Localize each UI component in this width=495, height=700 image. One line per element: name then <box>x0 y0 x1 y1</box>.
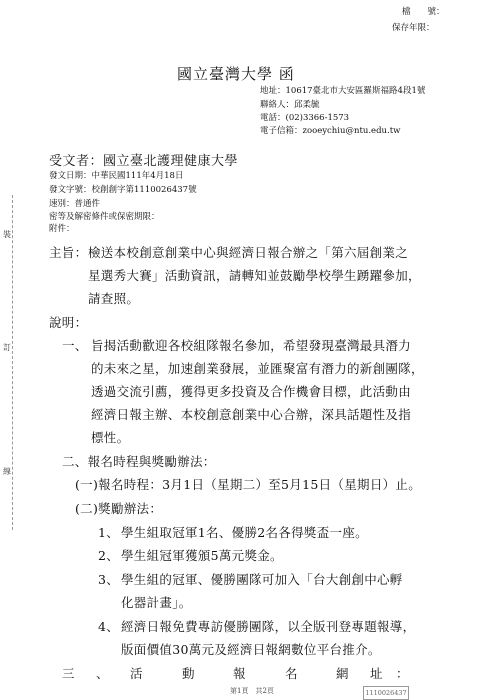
issue-date: 發文日期：中華民國111年4月18日 <box>49 171 184 181</box>
award-line: 化器計畫」。 <box>121 595 192 610</box>
file-number-label: 檔 號： <box>402 7 445 17</box>
item2-awards-heading: (二)獎勵辦法： <box>75 501 163 516</box>
contact-person: 聯絡人：邱柔毓 <box>260 100 320 110</box>
item1-line: 經濟日報主辦、本校創意創業中心合辦，深具話題性及指 <box>91 407 412 422</box>
item1-marker: 一、 <box>62 338 88 353</box>
award-number: 1、 <box>98 525 120 540</box>
phone: 電話：(02)3366-1573 <box>260 113 350 123</box>
subject-line: 星選秀大賽」活動資訊，請轉知並鼓勵學校學生踴躍參加， <box>88 268 421 283</box>
document-number: 發文字號：校創創字第1110026437號 <box>49 185 197 195</box>
page-indicator: 第1頁 共2頁 <box>230 687 274 695</box>
item3-char: 報 <box>233 666 246 681</box>
document-code: 1110026437 <box>363 686 409 700</box>
item2-schedule: (一)報名時程：3月1日（星期二）至5月15日（星期日）止。 <box>75 477 422 492</box>
binding-line <box>12 195 13 530</box>
item3-char: 三 <box>62 666 75 681</box>
security-level: 密等及解密條件或保密期限： <box>49 212 160 222</box>
item3-char: 網 <box>336 666 349 681</box>
email: 電子信箱：zooeychiu@ntu.edu.tw <box>260 126 401 136</box>
subject-line: 請查照。 <box>88 291 140 306</box>
award-line: 學生組取冠軍1名、優勝2名各得獎盃一座。 <box>121 525 368 540</box>
recipient: 受文者：國立臺北護理健康大學 <box>49 154 239 169</box>
item3-char: 、 <box>96 666 109 681</box>
item1-line: 透過交流引薦，獲得更多投資及合作機會目標，此活動由 <box>91 384 412 399</box>
award-number: 3、 <box>98 572 120 587</box>
margin-label-staple: 訂 <box>3 343 11 352</box>
item1-line: 標性。 <box>91 430 130 445</box>
award-line: 版面價值30萬元及經濟日報網數位平台推介。 <box>121 642 381 657</box>
award-line: 學生組冠軍獲頒5萬元獎金。 <box>121 548 283 563</box>
org-title: 國立臺灣大學 函 <box>177 65 295 83</box>
item2-heading: 二、報名時程與獎勵辦法： <box>62 454 216 469</box>
address: 地址：10617臺北市大安區羅斯福路4段1號 <box>260 86 426 96</box>
item3-char: 名 <box>285 666 298 681</box>
retention-label: 保存年限： <box>392 23 435 33</box>
attachment: 附件： <box>49 224 75 234</box>
item3-char: ： <box>396 666 409 681</box>
margin-label-bind: 裝 <box>3 230 11 239</box>
award-line: 經濟日報免費專訪優勝團隊，以全版刊登專題報導， <box>121 619 416 634</box>
item1-line: 的未來之星，加速創業發展，並匯聚富有潛力的新創團隊， <box>91 361 424 376</box>
subject-label: 主旨： <box>49 245 88 260</box>
award-number: 2、 <box>98 548 120 563</box>
subject-line: 檢送本校創意創業中心與經濟日報合辦之「第六屆創業之 <box>88 245 409 260</box>
award-line: 學生組的冠軍、優勝團隊可加入「台大創創中心孵 <box>121 572 403 587</box>
item3-char: 址 <box>370 666 383 681</box>
item3-char: 動 <box>182 666 195 681</box>
explanation-label: 說明： <box>49 315 88 330</box>
margin-label-line: 線 <box>3 467 11 476</box>
award-number: 4、 <box>98 619 120 634</box>
item3-char: 活 <box>130 666 143 681</box>
speed: 速別：普通件 <box>49 199 101 209</box>
item1-line: 旨揭活動歡迎各校組隊報名參加，希望發現臺灣最具潛力 <box>91 338 412 353</box>
